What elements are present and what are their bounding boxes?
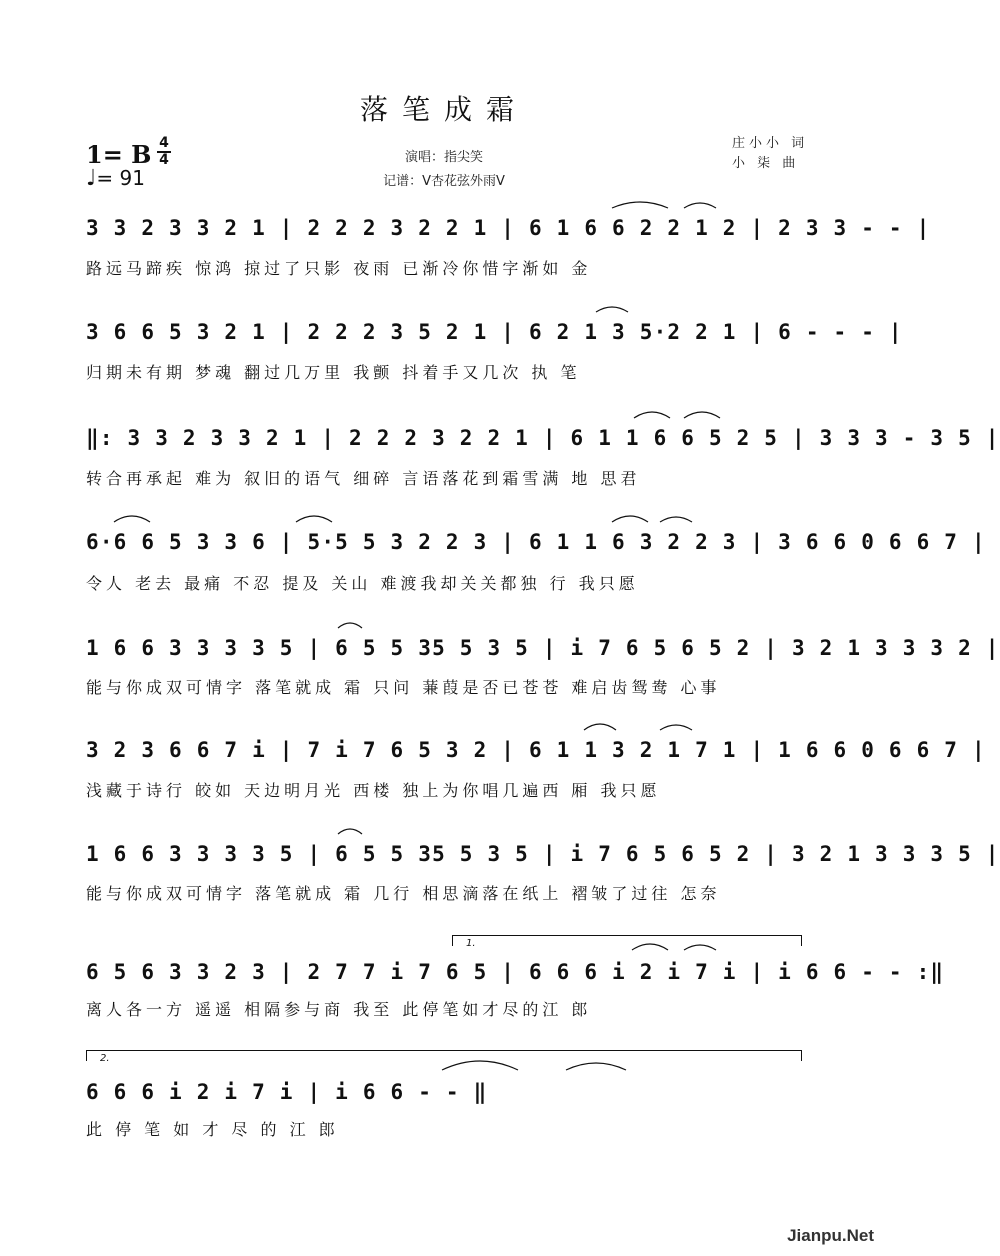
lyrics-row-8: 离人各一方 遥遥 相隔参与商 我至 此停笔如才尽的江 郎 [86, 1000, 592, 1019]
notation-row-1: 3 3 2 3 3 2 1 | 2 2 2 3 2 2 1 | 6 1 6 6 2 2 1 2 | 2 3 3 - - | [86, 216, 931, 240]
tempo-value: = 91 [96, 166, 145, 190]
lyrics-row-5: 能与你成双可情字 落笔就成 霜 只问 蒹葭是否已苍苍 难启齿鸳鸯 心事 [86, 678, 721, 697]
transcriber-credit: 记谱：V杏花弦外雨V [383, 174, 505, 189]
notation-row-6: 3 2 3 6 6 7 i | 7 i 7 6 5 3 2 | 6 1 1 3 2 1 7 1 | 1 6 6 0 6 6 7 | [86, 738, 986, 762]
tie-mark [296, 516, 332, 522]
tie-mark [634, 412, 670, 418]
time-signature-bottom: 4 [159, 152, 169, 168]
lyrics-row-6: 浅藏于诗行 皎如 天边明月光 西楼 独上为你唱几遍西 厢 我只愿 [86, 781, 661, 800]
notation-row-5: 1 6 6 3 3 3 3 5 | 6 5 5 35 5 3 5 | i 7 6 5 6 5 2 | 3 2 1 3 3 3 2 | [86, 636, 1000, 660]
composer-credit: 小 柒 曲 [732, 156, 800, 171]
second-ending-bracket [86, 1050, 802, 1061]
song-title: 落笔成霜 [359, 93, 528, 126]
lyrics-row-7: 能与你成双可情字 落笔就成 霜 几行 相思滴落在纸上 褶皱了过往 怎奈 [86, 884, 721, 903]
tie-mark [584, 724, 616, 730]
watermark: Jianpu.Net [787, 1226, 874, 1245]
first-ending-bracket [452, 935, 802, 946]
tie-mark [596, 307, 628, 312]
lyrics-row-1: 路远马蹄疾 惊鸿 掠过了只影 夜雨 已渐冷你惜字渐如 金 [86, 259, 592, 278]
tie-mark [338, 829, 362, 834]
lyrics-row-4: 令人 老去 最痛 不忍 提及 关山 难渡我却关关都独 行 我只愿 [86, 574, 639, 593]
tie-mark [612, 202, 668, 208]
notation-row-9: 6 6 6 i 2 i 7 i | i 6 6 - - ‖ [86, 1080, 488, 1104]
notation-row-4: 6·6 6 5 3 3 6 | 5·5 5 3 2 2 3 | 6 1 1 6 3 2 2 3 | 3 6 6 0 6 6 7 | [86, 530, 986, 554]
tie-mark [566, 1063, 626, 1070]
quarter-note-icon: ♩ [86, 166, 97, 191]
tie-mark [442, 1061, 518, 1070]
second-ending-label: 2. [100, 1053, 110, 1064]
time-signature-top: 4 [159, 135, 169, 151]
tie-mark [114, 516, 150, 522]
tie-mark [684, 203, 716, 208]
lyrics-row-2: 归期未有期 梦魂 翻过几万里 我颤 抖着手又几次 执 笔 [86, 363, 581, 382]
tie-mark [684, 412, 720, 418]
notation-row-7: 1 6 6 3 3 3 3 5 | 6 5 5 35 5 3 5 | i 7 6 5 6 5 2 | 3 2 1 3 3 3 5 | [86, 842, 1000, 866]
singer-credit: 演唱：指尖笑 [404, 150, 483, 165]
notation-row-3: ‖: 3 3 2 3 3 2 1 | 2 2 2 3 2 2 1 | 6 1 1 6 6 5 2 5 | 3 3 3 - 3 5 | [86, 426, 1000, 450]
lyrics-row-3: 转合再承起 难为 叙旧的语气 细碎 言语落花到霜雪满 地 思君 [86, 469, 641, 488]
key-signature: 1= B [86, 140, 152, 169]
lyricist-credit: 庄小小 词 [732, 136, 809, 151]
first-ending-label: 1. [466, 938, 476, 949]
notation-row-2: 3 6 6 5 3 2 1 | 2 2 2 3 5 2 1 | 6 2 1 3 5·2 2 1 | 6 - - - | [86, 320, 903, 344]
tie-mark [660, 517, 692, 522]
tie-mark [660, 725, 692, 730]
notation-row-8: 6 5 6 3 3 2 3 | 2 7 7 i 7 6 5 | 6 6 6 i 2 i 7 i | i 6 6 - - :‖ [86, 960, 945, 984]
tie-mark [338, 623, 362, 628]
tie-mark [612, 516, 648, 522]
lyrics-row-9: 此 停 笔 如 才 尽 的 江 郎 [86, 1120, 339, 1139]
